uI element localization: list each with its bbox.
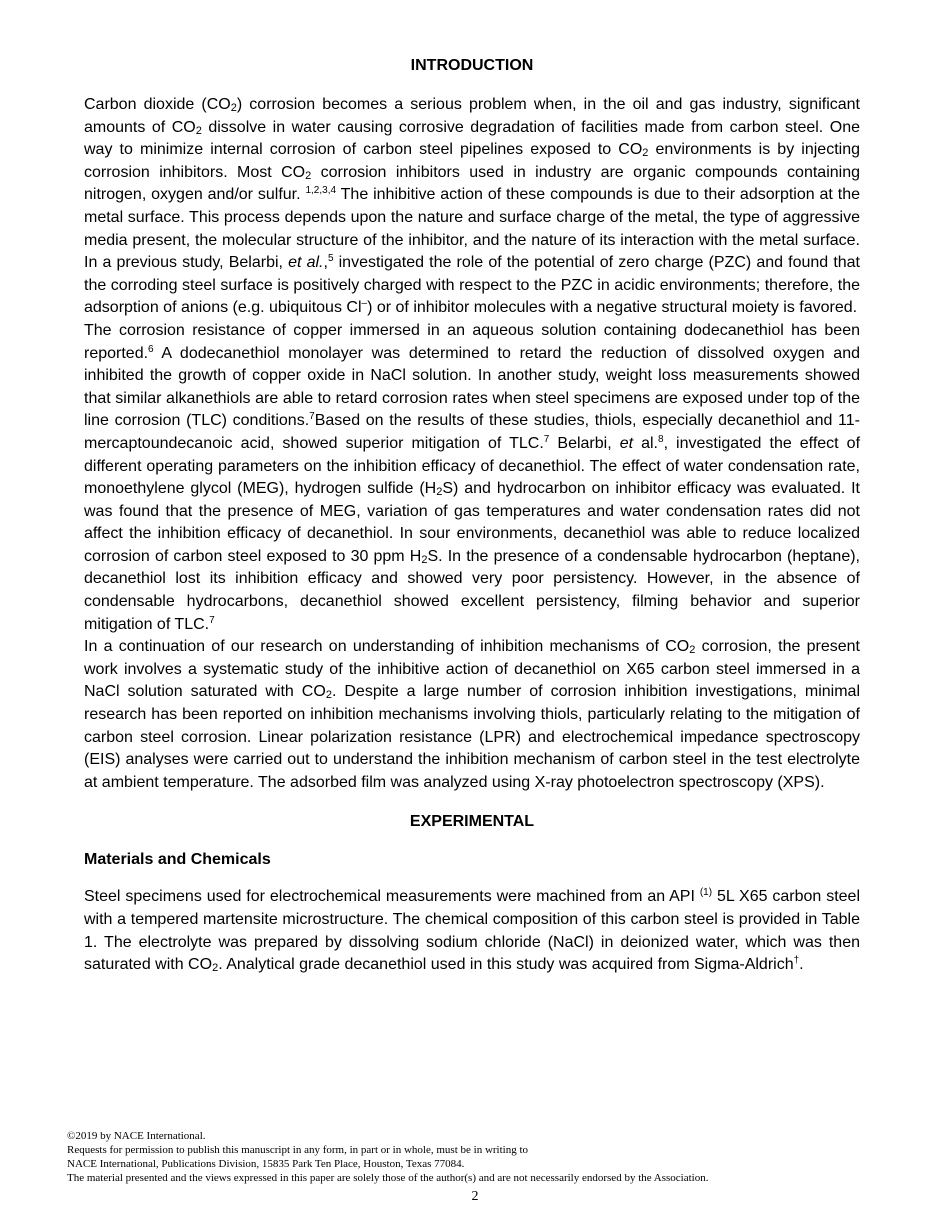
- citation-ref: 7: [543, 433, 550, 445]
- dagger-mark: †: [793, 955, 800, 967]
- citation-ref: 6: [148, 343, 154, 355]
- citation-ref: 7: [309, 411, 315, 423]
- intro-paragraph-2: The corrosion resistance of copper immersed in an aqueous solution containing dodecanethiol has been reported.$^6$ A dodecanethiol monolayer was determined to retard the reduction of dissolved oxygen and inhibited the growth of copper oxide in NaCl solution. In another study, weight loss measurements showed that similar alkanethiols are able to retard corrosion rates when steel specimens are exposed under top of the line corrosion (TLC) conditions.$^7$Based on the results of these studies, thiols, especially decanethiol and 11-mercaptoundecanoic acid, showed superior mitigation of TLC.$^7$ Belarbi, et al.$^8$, investigated the effect of different operating parameters on the inhibition efficacy of decanethiol. The effect of water condensation rate, monoethylene glycol (MEG), hydrogen sulfide $(H_2S)$ and hydrocarbon on inhibitor efficacy was evaluated. It was found that the presence of MEG, variation of gas temperatures and water condensation rates did not affect the inhibition efficacy of decanethiol. In sour environments, decanethiol was able to reduce localized corrosion of carbon steel exposed to 30 ppm $H_2S$. In the presence of a condensable hydrocarbon (heptane), decanethiol lost its inhibition efficacy and showed very poor persistency. However, in the absence of condensable hydrocarbons, decanethiol showed excellent persistency, filming behavior and superior mitigation of TLC.$^7$: [84, 321, 861, 633]
- citation-ref: 8: [658, 433, 664, 445]
- introduction-heading: INTRODUCTION: [410, 57, 534, 74]
- materials-paragraph: Steel specimens used for electrochemical measurements were machined from an API $^{(1)}$ 5L X65 carbon steel with a tempered martensite microstructure. The chemical composition of this carbon steel is provided in Table 1. The electrolyte was prepared by dissolving sodium chloride (NaCl) in deionized water, which was then saturated with $CO_2$. Analytical grade decanethiol used in this study was acquired from Sigma-Aldrich†.: [84, 887, 861, 975]
- footnote-ref: (1): [699, 887, 713, 899]
- copyright-footer: [67, 1129, 887, 1185]
- footer-line: Requests for permission to publish this manuscript in any form, in part or in whole, must be in writing to: [67, 1144, 529, 1156]
- experimental-heading: EXPERIMENTAL: [409, 813, 535, 831]
- citation-ref: 7: [209, 614, 215, 626]
- materials-heading: Materials and Chemicals: [84, 851, 271, 869]
- footer-line: NACE International, Publications Division, 15835 Park Ten Place, Houston, Texas 77084.: [67, 1158, 465, 1170]
- footer-line: The material presented and the views expressed in this paper are solely those of the author(s) and are not necessarily endorsed by the Association.: [67, 1172, 709, 1184]
- citation-ref: 1,2,3,4: [305, 185, 337, 197]
- footer-line: ©2019 by NACE International.: [67, 1130, 206, 1142]
- citation-ref: 5: [327, 253, 334, 265]
- page-number: 2: [471, 1189, 479, 1204]
- intro-paragraph-3: In a continuation of our research on understanding of inhibition mechanisms of $CO_2$ corrosion, the present work involves a systematic study of the inhibitive action of decanethiol on X65 carbon steel immersed in a NaCl solution saturated with $CO_2$. Despite a large number of corrosion inhibition investigations, minimal research has been reported on inhibition mechanisms involving thiols, particularly relating to the mitigation of carbon steel corrosion. Linear polarization resistance (LPR) and electrochemical impedance spectroscopy (EIS) analyses were carried out to understand the inhibition mechanism of carbon steel in the test electrolyte at ambient temperature. The adsorbed film was analyzed using X-ray photoelectron spectroscopy (XPS).: [84, 638, 861, 791]
- page-body: [84, 56, 860, 977]
- intro-paragraph-1: Carbon dioxide $(CO_2)$ corrosion becomes a serious problem when, in the oil and gas industry, significant amounts of $CO_2$ dissolve in water causing corrosive degradation of facilities made from carbon steel. One way to minimize internal corrosion of carbon steel pipelines exposed to $CO_2$ environments is by injecting corrosion inhibitors. Most $CO_2$ corrosion inhibitors used in industry are organic compounds containing nitrogen, oxygen and/or sulfur. $^{1,2,3,4}$ The inhibitive action of these compounds is due to their adsorption at the metal surface. This process depends upon the nature and surface charge of the metal, the type of aggressive media present, the molecular structure of the inhibitor, and the nature of its interaction with the metal surface. In a previous study, Belarbi, et al.,$^5$ investigated the role of the potential of zero charge (PZC) and found that the corroding steel surface is positively charged with respect to the PZC in acidic environments; therefore, the adsorption of anions (e.g. ubiquitous Cl–) or of inhibitor molecules with a negative structural moiety is favored.: [84, 96, 861, 317]
